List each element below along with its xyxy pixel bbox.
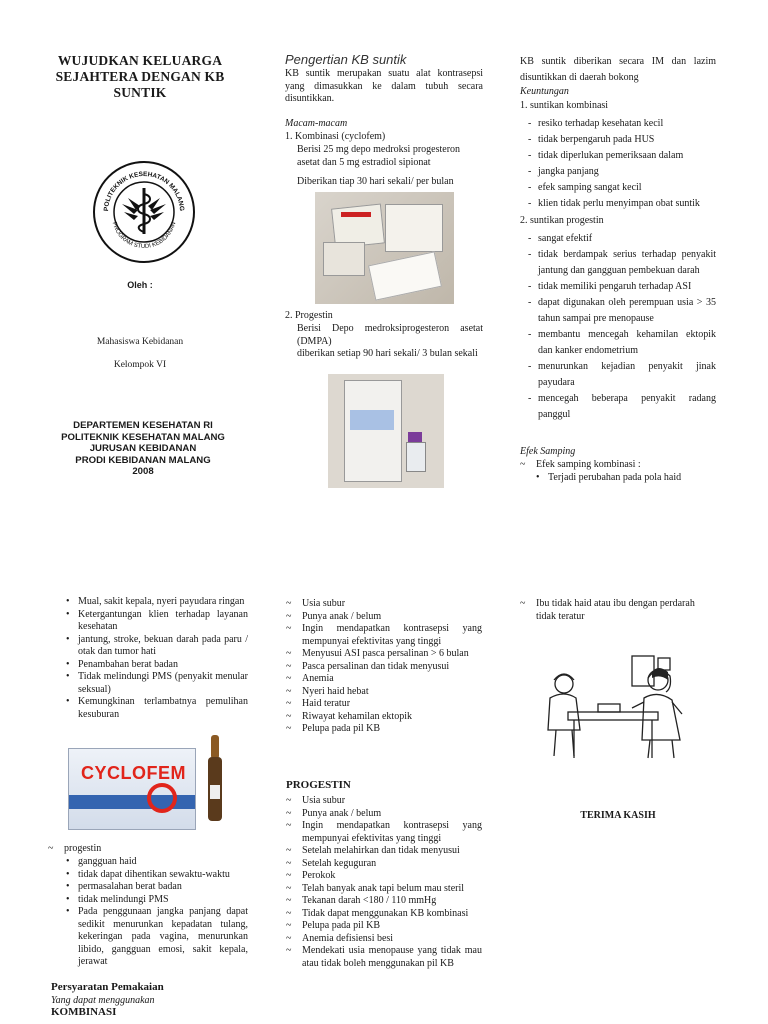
logo-text-bottom: PROGRAM STUDI KEBIDANAN bbox=[110, 221, 178, 251]
red-stripe bbox=[341, 212, 371, 217]
inst-line-1: DEPARTEMEN KESEHATAN RI bbox=[73, 420, 213, 431]
yang-dapat-label: Yang dapat menggunakan bbox=[51, 995, 155, 1006]
box-shape bbox=[344, 380, 402, 482]
progestin-heading: PROGESTIN bbox=[286, 779, 351, 791]
kombinasi-label: KOMBINASI bbox=[51, 1006, 117, 1018]
list-item: • Tidak melindungi PMS (penyakit menular seksual) bbox=[62, 671, 248, 696]
vial-cap bbox=[408, 432, 422, 442]
list-item: • Terjadi perubahan pada pola haid bbox=[532, 472, 716, 485]
title-line-2: SEJAHTERA DENGAN KB bbox=[55, 69, 225, 84]
list-item: • Pada penggunaan jangka panjang dapat sedikit menurunkan kepadatan tulang, kekeringan pada vagina, menurunkan libido, gangguan emosi, sakit kepala, jerawat bbox=[62, 906, 248, 969]
list-item: ~ progestin bbox=[48, 843, 248, 856]
inst-line-4: PRODI KEBIDANAN MALANG bbox=[75, 454, 211, 466]
progestin-side-effect-label bbox=[48, 843, 248, 856]
list-item: ~ Ingin mendapatkan kontrasepsi yang mempunyai efektivitas yang tinggi bbox=[286, 820, 482, 845]
oleh-label: Oleh : bbox=[127, 280, 153, 290]
inst-line-2: POLITEKNIK KESEHATAN MALANG bbox=[61, 431, 225, 443]
efek-kombinasi-list bbox=[520, 459, 716, 472]
list-item: ~ Tekanan darah <180 / 110 mmHg bbox=[286, 895, 482, 908]
list-item: ~ Anemia defisiensi besi bbox=[286, 933, 482, 946]
list-item: - tidak berpengaruh pada HUS bbox=[524, 132, 716, 148]
list-item: • jantung, stroke, bekuan darah pada paru / otak dan tumor hati bbox=[62, 634, 248, 659]
kombinasi-benefits-list bbox=[524, 116, 716, 212]
list-item: - membantu mencegah kehamilan ektopik dan kanker endometrium bbox=[524, 327, 716, 359]
list-item: - menurunkan kejadian penyakit jinak payudara bbox=[524, 359, 716, 391]
section-heading-pengertian: Pengertian KB suntik bbox=[285, 52, 407, 67]
list-item: • tidak dapat dihentikan sewaktu-waktu bbox=[62, 869, 248, 882]
efek-first-list bbox=[532, 472, 716, 485]
list-item: • permasalahan berat badan bbox=[62, 881, 248, 894]
consultation-illustration bbox=[540, 650, 690, 762]
item1-schedule: Diberikan tiap 30 hari sekali/ per bulan bbox=[297, 176, 454, 187]
progestin-benefits-list bbox=[524, 231, 716, 423]
list-item: ~ Tidak dapat menggunakan KB kombinasi bbox=[286, 908, 482, 921]
list-item: - efek samping sangat kecil bbox=[524, 180, 716, 196]
title-line-1: WUJUDKAN KELUARGA bbox=[57, 53, 223, 68]
list-item: • Kemungkinan terlambatnya pemulihan kesuburan bbox=[62, 696, 248, 721]
list-item: ~ Usia subur bbox=[286, 795, 482, 808]
list-item: ~ Pelupa pada pil KB bbox=[286, 920, 482, 933]
item2-title: 2. Progestin bbox=[285, 310, 333, 321]
list-item: - jangka panjang bbox=[524, 164, 716, 180]
cyclofem-box-photo bbox=[68, 748, 196, 830]
title-line-3: SUNTIK bbox=[113, 85, 167, 100]
keuntungan-heading: Keuntungan bbox=[520, 86, 569, 97]
list-item: - sangat efektif bbox=[524, 231, 716, 247]
list-item: ~ Punya anak / belum bbox=[286, 808, 482, 821]
list-item: - tidak diperlukan pemeriksaan dalam bbox=[524, 148, 716, 164]
persyaratan-heading: Persyaratan Pemakaian bbox=[51, 981, 164, 993]
progestin-side-effects-list bbox=[62, 856, 248, 969]
item2-schedule: diberikan setiap 90 hari sekali/ 3 bulan sekali bbox=[297, 348, 478, 359]
inst-year: 2008 bbox=[132, 466, 154, 477]
thank-you-text: TERIMA KASIH bbox=[580, 810, 656, 821]
list-item: • Mual, sakit kepala, nyeri payudara ringan bbox=[62, 596, 248, 609]
list-item: ~ Ibu tidak haid atau ibu dengan perdarah tidak teratur bbox=[520, 598, 716, 623]
kombinasi-requirements-list bbox=[286, 598, 482, 736]
list-item: ~ Usia subur bbox=[286, 598, 482, 611]
list-item: ~ Anemia bbox=[286, 673, 482, 686]
list-item: ~ Riwayat kehamilan ektopik bbox=[286, 711, 482, 724]
progestin-requirements-list bbox=[286, 795, 482, 970]
list-item: ~ Pasca persalinan dan tidak menyusui bbox=[286, 661, 482, 674]
list-item: ~ Punya anak / belum bbox=[286, 611, 482, 624]
list-item: ~ Menyusui ASI pasca persalinan > 6 bulan bbox=[286, 648, 482, 661]
list-item: - klien tidak perlu menyimpan obat suntik bbox=[524, 196, 716, 212]
kombinasi-title: 1. suntikan kombinasi bbox=[520, 100, 609, 111]
list-item: ~ Efek samping kombinasi : bbox=[520, 459, 716, 472]
list-item: • gangguan haid bbox=[62, 856, 248, 869]
intro-text: KB suntik diberikan secara IM dan lazim disuntikkan di daerah bokong bbox=[520, 56, 716, 83]
card-shape bbox=[368, 251, 442, 300]
box-shape bbox=[385, 204, 443, 252]
list-item: ~ Perokok bbox=[286, 870, 482, 883]
group-name: Kelompok VI bbox=[113, 360, 167, 370]
cyclofem-package-photo bbox=[315, 192, 454, 304]
item1-title: 1. Kombinasi (cyclofem) bbox=[285, 131, 386, 142]
list-item: ~ Haid teratur bbox=[286, 698, 482, 711]
snake-staff-emblem bbox=[122, 188, 166, 234]
tidak-boleh-list bbox=[520, 598, 716, 623]
list-item: ~ Setelah melahirkan dan tidak menyusui bbox=[286, 845, 482, 858]
item1-desc: Berisi 25 mg depo medroksi progesteron asetat dan 5 mg estradiol sipionat bbox=[297, 144, 461, 168]
box-shape bbox=[323, 242, 365, 276]
list-item: ~ Mendekati usia menopause yang tidak mau atau tidak boleh menggunakan pil KB bbox=[286, 945, 482, 970]
macam-heading: Macam-macam bbox=[285, 118, 348, 129]
brochure-title bbox=[40, 53, 240, 101]
list-item: • Ketergantungan klien terhadap layanan kesehatan bbox=[62, 609, 248, 634]
list-item: - dapat digunakan oleh perempuan usia > 35 tahun sampai pre menopause bbox=[524, 295, 716, 327]
dmpa-vial-photo bbox=[328, 374, 444, 488]
list-item: • Penambahan berat badan bbox=[62, 659, 248, 672]
author-name: Mahasiswa Kebidanan bbox=[96, 337, 184, 347]
list-item: ~ Pelupa pada pil KB bbox=[286, 723, 482, 736]
vial-body bbox=[406, 442, 426, 472]
list-item: • tidak melindungi PMS bbox=[62, 894, 248, 907]
logo-text-top: POLITEKNIK KESEHATAN MALANG bbox=[102, 170, 186, 212]
poltekkes-logo bbox=[92, 160, 196, 264]
efek-samping-heading: Efek Samping bbox=[520, 446, 576, 457]
item2-desc: Berisi Depo medroksiprogesteron asetat (DMPA) bbox=[297, 323, 483, 347]
list-item: - mencegah beberapa penyakit radang panggul bbox=[524, 391, 716, 423]
list-item: ~ Ingin mendapatkan kontrasepsi yang mempunyai efektivitas yang tinggi bbox=[286, 623, 482, 648]
q-logo bbox=[147, 783, 177, 813]
box-label bbox=[350, 410, 394, 430]
list-item: - resiko terhadap kesehatan kecil bbox=[524, 116, 716, 132]
institution-block bbox=[40, 420, 246, 478]
list-item: ~ Telah banyak anak tapi belum mau steril bbox=[286, 883, 482, 896]
definition-text: KB suntik merupakan suatu alat kontrasepsi yang dimasukkan ke dalam tubuh secara disuntikkan. bbox=[285, 68, 483, 104]
progestin-title: 2. suntikan progestin bbox=[520, 215, 604, 226]
ampoule-photo bbox=[204, 735, 226, 823]
side-effects-list bbox=[62, 596, 248, 721]
list-item: ~ Setelah keguguran bbox=[286, 858, 482, 871]
list-item: - tidak memiliki pengaruh terhadap ASI bbox=[524, 279, 716, 295]
cyclofem-logo-text: CYCLOFEM bbox=[81, 763, 186, 783]
list-item: - tidak berdampak serius terhadap penyakit jantung dan gangguan pembekuan darah bbox=[524, 247, 716, 279]
list-item: ~ Nyeri haid hebat bbox=[286, 686, 482, 699]
inst-line-3: JURUSAN KEBIDANAN bbox=[89, 443, 197, 454]
